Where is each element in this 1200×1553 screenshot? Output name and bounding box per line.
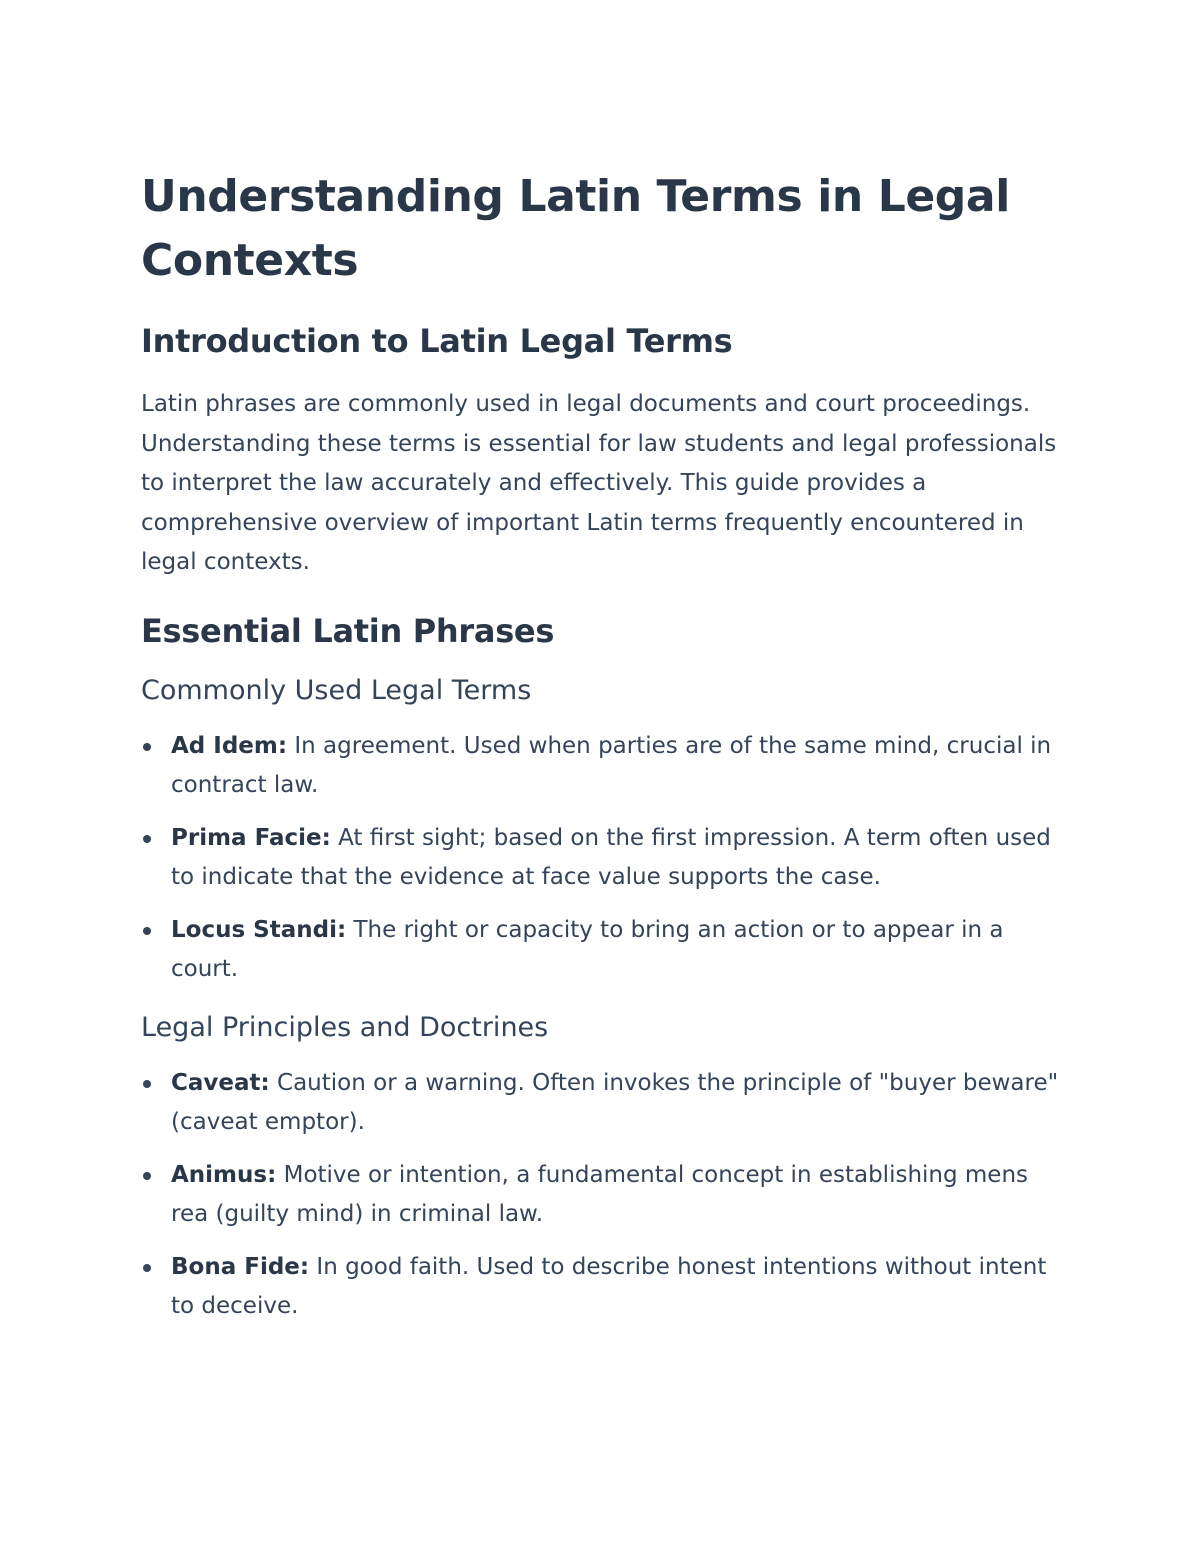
list-item [141, 1064, 1061, 1143]
term-definition: Motive or intention, a fundamental concept in establishing mens rea (guilty mind) in criminal law. [171, 1161, 1029, 1227]
term-label: Locus Standi: [171, 916, 347, 943]
list-item [141, 911, 1061, 990]
bullet-icon [143, 743, 151, 751]
term-label: Caveat: [171, 1069, 270, 1096]
term-definition: The right or capacity to bring an action or to appear in a court. [171, 916, 1004, 982]
term-definition: In agreement. Used when parties are of the same mind, crucial in contract law. [171, 732, 1052, 798]
term-definition: At first sight; based on the first impression. A term often used to indicate that the evidence at face value supports the case. [171, 824, 1051, 890]
principles-list [141, 1064, 1061, 1327]
list-item [141, 1156, 1061, 1235]
document-title: Understanding Latin Terms in Legal Contexts [141, 171, 1010, 286]
document-page [141, 165, 1061, 1327]
bullet-icon [143, 835, 151, 843]
common-terms-heading: Commonly Used Legal Terms [141, 674, 532, 706]
list-item [141, 727, 1061, 806]
term-label: Ad Idem: [171, 732, 288, 759]
list-item [141, 1248, 1061, 1327]
term-definition: Caution or a warning. Often invokes the principle of "buyer beware" (caveat emptor). [171, 1069, 1059, 1135]
bullet-icon [143, 1172, 151, 1180]
bullet-icon [143, 927, 151, 935]
term-label: Bona Fide: [171, 1253, 310, 1280]
term-label: Prima Facie: [171, 824, 331, 851]
bullet-icon [143, 1080, 151, 1088]
principles-heading: Legal Principles and Doctrines [141, 1011, 549, 1043]
intro-paragraph: Latin phrases are commonly used in legal documents and court proceedings. Understanding these terms is essential for law students and legal professionals to interpret the law accurately and effectively. This guide provides a comprehensive overview of important Latin terms frequently encountered in legal contexts. [141, 391, 1057, 575]
bullet-icon [143, 1264, 151, 1272]
term-label: Animus: [171, 1161, 277, 1188]
essential-heading: Essential Latin Phrases [141, 611, 555, 650]
common-terms-list [141, 727, 1061, 990]
intro-heading: Introduction to Latin Legal Terms [141, 322, 733, 360]
list-item [141, 819, 1061, 898]
term-definition: In good faith. Used to describe honest intentions without intent to deceive. [171, 1253, 1047, 1319]
